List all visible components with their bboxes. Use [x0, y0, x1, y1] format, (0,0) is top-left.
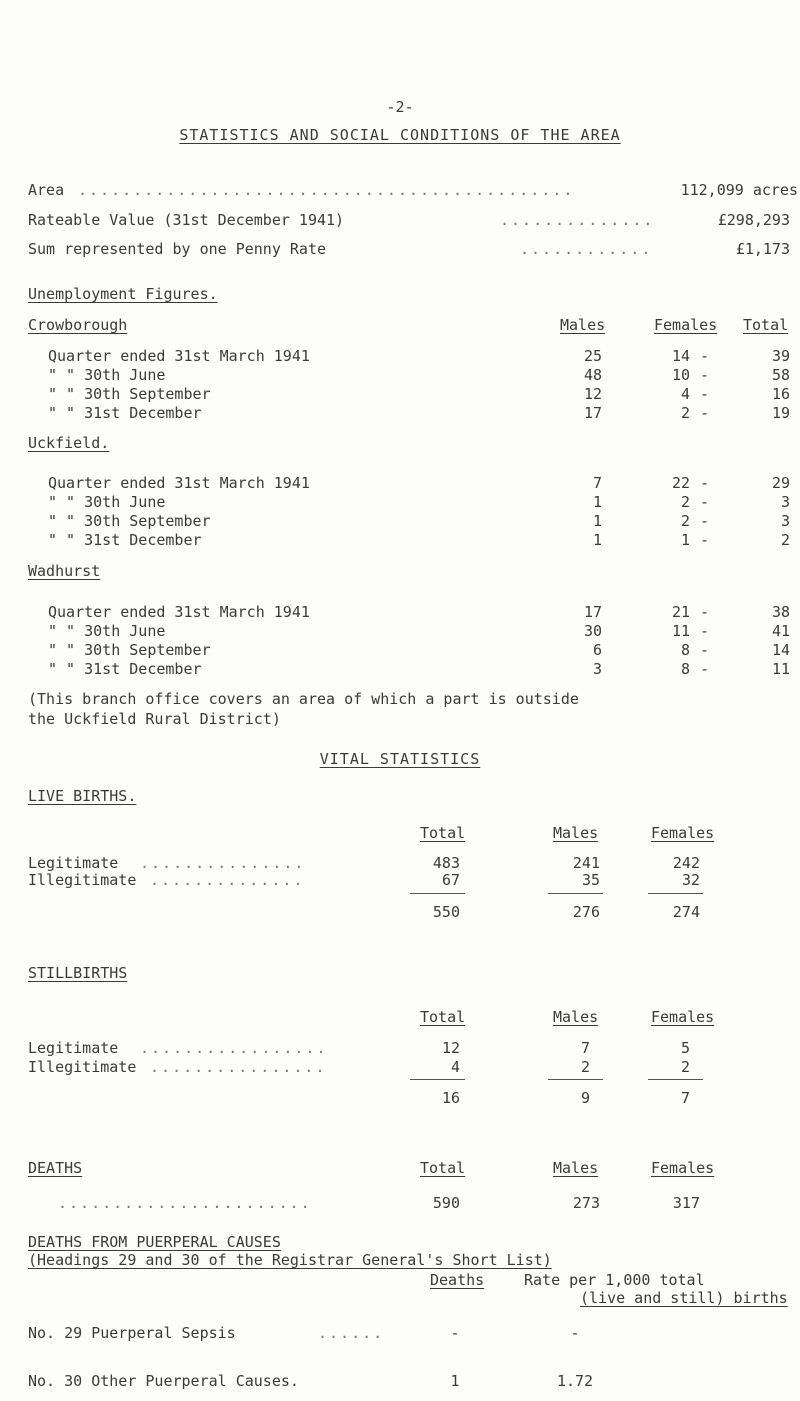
cell-males: 1: [592, 531, 602, 549]
cell-total: 14: [771, 641, 790, 659]
note-line: the Uckfield Rural District): [28, 710, 281, 728]
sum-rule: [410, 1079, 465, 1080]
unemployment-heading: Unemployment Figures.: [28, 285, 218, 303]
dot-leader: ..............: [150, 871, 305, 889]
cell-males: 3: [592, 660, 602, 678]
col-males-header: Males: [553, 1008, 599, 1026]
cell-females: 1: [680, 531, 690, 549]
col-males-header: Males: [553, 1159, 599, 1177]
cell-females: 2: [680, 404, 690, 422]
dot-leader: ..............: [500, 211, 655, 229]
cell-males: 25: [583, 347, 602, 365]
vital-heading: VITAL STATISTICS: [319, 750, 481, 768]
total-cell: 9: [580, 1089, 590, 1107]
section-name: Uckfield.: [28, 434, 110, 452]
cell-total: 12: [441, 1039, 460, 1057]
puerperal-heading: DEATHS FROM PUERPERAL CAUSES: [28, 1233, 281, 1251]
table-row-label: " " 30th September: [48, 512, 211, 530]
cell-females: 22: [671, 474, 690, 492]
dash: -: [700, 366, 710, 384]
cell-females: 8: [680, 641, 690, 659]
cell-males: 6: [592, 641, 602, 659]
dash: -: [700, 660, 710, 678]
cell-females: 2: [680, 512, 690, 530]
sum-rule: [648, 1079, 703, 1080]
total-cell: 276: [572, 903, 600, 921]
dot-leader: ...............: [140, 854, 306, 872]
total-cell: 7: [680, 1089, 690, 1107]
dash: -: [700, 531, 710, 549]
cell-total: 38: [771, 603, 790, 621]
table-row-label: No. 29 Puerperal Sepsis: [28, 1324, 236, 1342]
cell-deaths: 1: [450, 1372, 460, 1390]
dash: -: [700, 641, 710, 659]
cell-females: 2: [680, 1058, 690, 1076]
cell-males: 1: [592, 512, 602, 530]
table-row-label: " " 31st December: [48, 404, 202, 422]
dash: -: [700, 603, 710, 621]
dash: -: [700, 347, 710, 365]
table-row-label: " " 30th June: [48, 493, 166, 511]
cell-males: 7: [592, 474, 602, 492]
cell-females: 10: [671, 366, 690, 384]
sum-rule: [548, 1079, 603, 1080]
dot-leader: ......: [318, 1324, 385, 1342]
cell-males: 17: [583, 603, 602, 621]
section-name: Crowborough: [28, 316, 128, 334]
total-cell: 16: [441, 1089, 460, 1107]
rateable-value: £298,293: [717, 211, 790, 229]
dash: -: [700, 622, 710, 640]
dot-leader: ................: [150, 1058, 327, 1076]
cell-males: 1: [592, 493, 602, 511]
sum-rule: [648, 893, 703, 894]
table-row-label: Illegitimate: [28, 871, 137, 889]
cell-females: 8: [680, 660, 690, 678]
stillbirths-heading: STILLBIRTHS: [28, 964, 128, 982]
area-value: 112,099 acres: [680, 181, 798, 199]
cell-females: 242: [672, 854, 700, 872]
total-cell: 550: [432, 903, 460, 921]
cell-females: 32: [681, 871, 700, 889]
col-males-header: Males: [553, 824, 599, 842]
section-name: Wadhurst: [28, 562, 101, 580]
deaths-females: 317: [672, 1194, 700, 1212]
cell-males: 241: [572, 854, 600, 872]
cell-females: 21: [671, 603, 690, 621]
col-rate-header: Rate per 1,000 total: [524, 1271, 705, 1289]
cell-males: 35: [581, 871, 600, 889]
live-births-heading: LIVE BIRTHS.: [28, 787, 137, 805]
cell-females: 2: [680, 493, 690, 511]
cell-total: 67: [441, 871, 460, 889]
cell-total: 58: [771, 366, 790, 384]
cell-females: 14: [671, 347, 690, 365]
total-cell: 274: [672, 903, 700, 921]
dot-leader: .............................................: [78, 181, 575, 199]
cell-total: 19: [771, 404, 790, 422]
puerperal-subheading: (Headings 29 and 30 of the Registrar General's Short List): [28, 1251, 552, 1269]
col-rate-header-2: (live and still) births: [580, 1289, 788, 1307]
cell-rate: 1.72: [556, 1372, 594, 1390]
dash: -: [700, 474, 710, 492]
table-row-label: Quarter ended 31st March 1941: [48, 347, 310, 365]
cell-females: 5: [680, 1039, 690, 1057]
dash: -: [700, 493, 710, 511]
area-label: Area: [28, 181, 65, 199]
table-row-label: Quarter ended 31st March 1941: [48, 474, 310, 492]
table-row-label: " " 30th June: [48, 622, 166, 640]
table-row-label: Legitimate: [28, 1039, 119, 1057]
table-row-label: " " 30th June: [48, 366, 166, 384]
dot-leader: .................: [140, 1039, 328, 1057]
table-row-label: " " 31st December: [48, 660, 202, 678]
cell-total: 29: [771, 474, 790, 492]
page-title: STATISTICS AND SOCIAL CONDITIONS OF THE AREA: [179, 126, 621, 144]
col-total-header: Total: [743, 316, 789, 334]
col-females-header: Females: [651, 1008, 715, 1026]
cell-males: 48: [583, 366, 602, 384]
sum-rule: [548, 893, 603, 894]
dot-leader: .......................: [58, 1194, 312, 1212]
table-row-label: " " 31st December: [48, 531, 202, 549]
cell-total: 3: [780, 512, 790, 530]
cell-males: 12: [583, 385, 602, 403]
cell-total: 4: [450, 1058, 460, 1076]
dash: -: [700, 512, 710, 530]
penny-value: £1,173: [735, 240, 790, 258]
dash: -: [700, 385, 710, 403]
cell-females: 4: [680, 385, 690, 403]
cell-total: 41: [771, 622, 790, 640]
penny-label: Sum represented by one Penny Rate: [28, 240, 327, 258]
col-total-header: Total: [420, 1008, 466, 1026]
col-males-header: Males: [560, 316, 606, 334]
deaths-males: 273: [572, 1194, 600, 1212]
cell-females: 11: [671, 622, 690, 640]
cell-males: 2: [580, 1058, 590, 1076]
table-row-label: Quarter ended 31st March 1941: [48, 603, 310, 621]
cell-males: 30: [583, 622, 602, 640]
dash: -: [700, 404, 710, 422]
table-row-label: " " 30th September: [48, 385, 211, 403]
page-number: -2-: [386, 98, 414, 116]
col-total-header: Total: [420, 1159, 466, 1177]
cell-males: 7: [580, 1039, 590, 1057]
table-row-label: Legitimate: [28, 854, 119, 872]
sum-rule: [410, 893, 465, 894]
cell-rate: -: [570, 1324, 580, 1342]
col-females-header: Females: [651, 1159, 715, 1177]
note-line: (This branch office covers an area of which a part is outside: [28, 690, 579, 708]
cell-deaths: -: [450, 1324, 460, 1342]
dot-leader: ............: [520, 240, 653, 258]
table-row-label: Illegitimate: [28, 1058, 137, 1076]
cell-total: 11: [771, 660, 790, 678]
deaths-total: 590: [432, 1194, 460, 1212]
col-females-header: Females: [654, 316, 718, 334]
col-deaths-header: Deaths: [430, 1271, 485, 1289]
cell-total: 16: [771, 385, 790, 403]
rateable-label: Rateable Value (31st December 1941): [28, 211, 345, 229]
table-row-label: " " 30th September: [48, 641, 211, 659]
cell-total: 3: [780, 493, 790, 511]
deaths-heading: DEATHS: [28, 1159, 83, 1177]
cell-males: 17: [583, 404, 602, 422]
cell-total: 2: [780, 531, 790, 549]
table-row-label: No. 30 Other Puerperal Causes.: [28, 1372, 299, 1390]
cell-total: 483: [432, 854, 460, 872]
cell-total: 39: [771, 347, 790, 365]
col-females-header: Females: [651, 824, 715, 842]
col-total-header: Total: [420, 824, 466, 842]
